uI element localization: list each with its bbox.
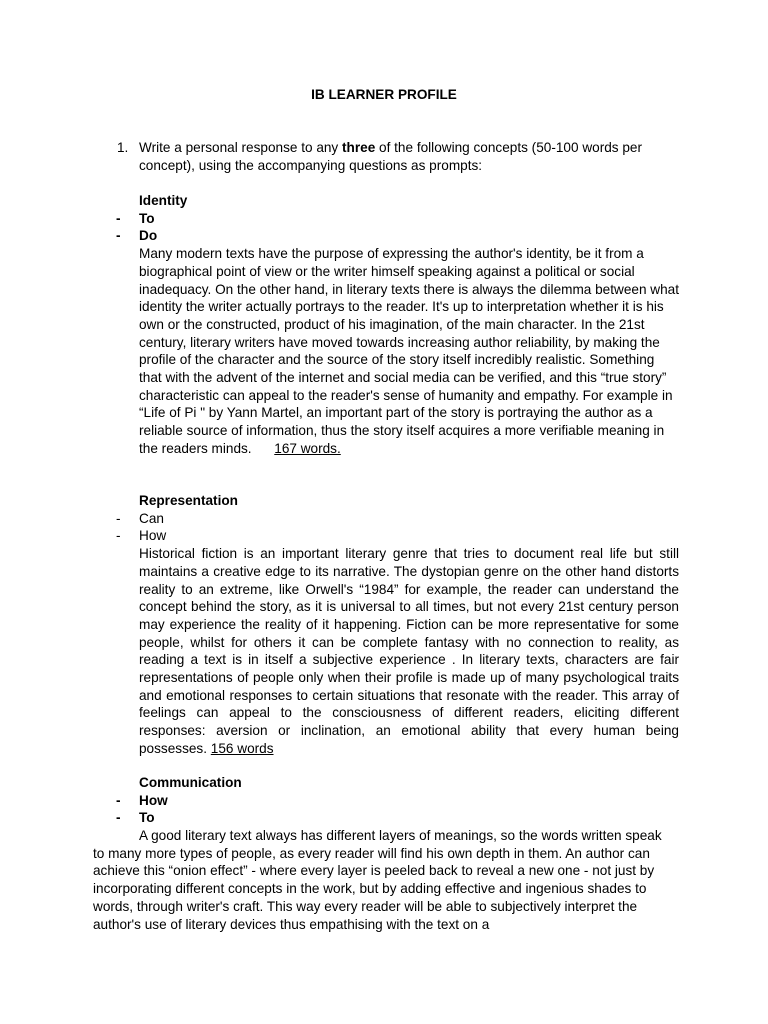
bullet-item <box>116 527 679 545</box>
section-paragraph <box>139 545 679 757</box>
bullet-item <box>116 227 679 245</box>
paragraph-text: Many modern texts have the purpose of expressing the author's identity, be it from a biographical point of view or the writer himself speaking against a political or social inadequacy. On the other hand, in literary texts there is always the dilemma between what identity the writer actually portrays to the reader. It's up to interpretation whether it is his own or the constructed, product of his imagination, of the main character. In the 21st century, literary writers have moved towards increasing author reliability, by making the profile of the character and the source of the story itself incredibly realistic. Something that with the advent of the internet and social media can be verified, and this “true story” characteristic can appeal to the reader's sense of humanity and empathy. For example in “Life of Pi " by Yann Martel, an important part of the story is portraying the author as a reliable source of information, thus the story itself acquires a more verifiable meaning in the readers minds. <box>139 246 680 456</box>
word-count: 167 words. <box>274 440 341 456</box>
section-representation <box>116 492 679 758</box>
bullet-label: To <box>139 210 155 226</box>
dash-marker: - <box>116 210 121 226</box>
bullet-item <box>116 792 679 810</box>
section-heading: Representation <box>139 493 238 508</box>
dash-marker: - <box>116 528 121 544</box>
section-paragraph: A good literary text always has different layers of meanings, so the words written speak to many more types of people, as every reader will find his own depth in them. An author can achieve this “onion effect” - where every layer is peeled back to reveal a new one - not just by incorporating different concepts in the work, but by adding effective and ingenious shades to words, through writer's craft. This way every reader will be able to subjectively interpret the author's use of literary devices thus empathising with the text on a <box>93 828 662 932</box>
bullet-item <box>116 210 679 228</box>
bullet-label: To <box>139 810 155 826</box>
word-count: 156 words <box>210 740 274 756</box>
section-identity <box>116 192 680 458</box>
bullet-label: Do <box>139 228 158 244</box>
bullet-item <box>116 809 679 827</box>
bullet-label: How <box>139 528 167 544</box>
question-text <box>139 139 679 174</box>
dash-marker: - <box>116 228 121 244</box>
question-text-bold: three <box>342 140 376 155</box>
bullet-label: How <box>139 792 168 808</box>
question-text-after: of the following concepts (50-100 words per concept), using the accompanying questions as prompts: <box>139 140 643 173</box>
dash-marker: - <box>116 510 121 526</box>
question-number: 1. <box>117 140 129 155</box>
dash-marker: - <box>116 810 121 826</box>
bullet-label: Can <box>139 510 164 526</box>
paragraph-text: Historical fiction is an important literary genre that tries to document real life but still maintains a creative edge to its narrative. The dystopian genre on the other hand distorts reality to an extreme, like Orwell's “1984” for example, the reader can understand the concept behind the story, as it is universal to all times, but not every 21st century person may experience the reality of it happening. Fiction can be more representative for some people, whilst for others it can be complete fantasy with no connection to reality, as reading a text is in itself a subjective experience . In literary texts, characters are fair representations of people only when their profile is made up of many psychological traits and emotional responses to certain situations that resonate with the reader. This array of feelings can appeal to the consciousness of different readers, eliciting different responses: aversion or inclination, an emotional ability that every human being possesses. <box>139 546 679 756</box>
section-communication <box>116 774 679 827</box>
section-heading: Identity <box>139 193 188 208</box>
section-paragraph <box>139 245 679 457</box>
question-text-before: Write a personal response to any <box>139 140 343 155</box>
dash-marker: - <box>116 792 121 808</box>
bullet-item <box>116 510 679 528</box>
page-title: IB LEARNER PROFILE <box>311 87 457 102</box>
section-heading: Communication <box>139 775 242 790</box>
